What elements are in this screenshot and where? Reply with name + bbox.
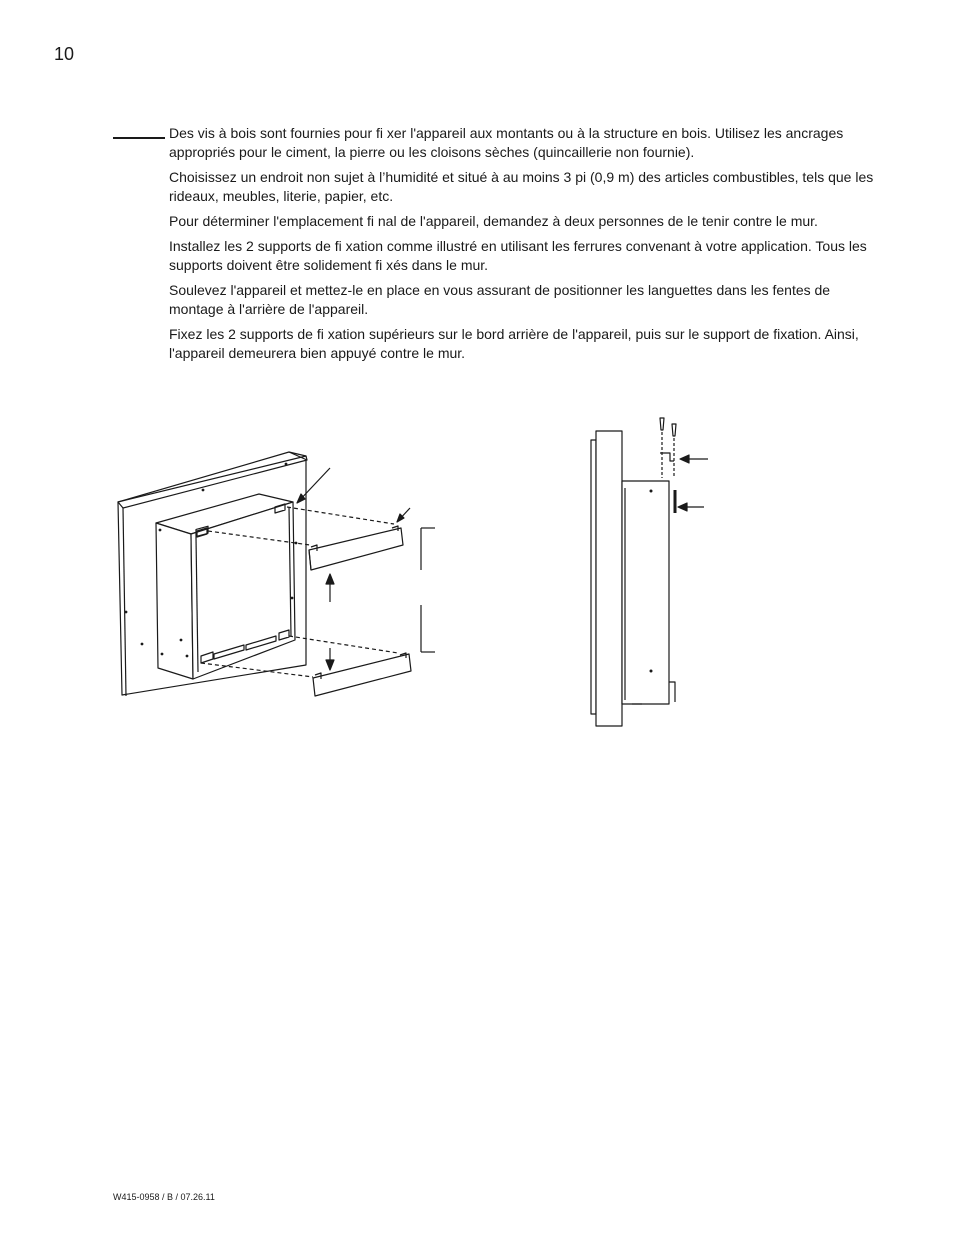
instruction-paragraph-2: Choisissez un endroit non sujet à l’humidité et situé à au moins 3 pi (0,9 m) des articles combustibles, tels que les rideaux, meubles, literie, papier, etc. xyxy=(169,169,874,204)
instruction-paragraph-4: Installez les 2 supports de fi xation comme illustré en utilisant les ferrures convenant à votre application. Tous les supports doivent être solidement fi xés dans le mur. xyxy=(169,238,867,273)
instruction-paragraph-1: Des vis à bois sont fournies pour fi xer l'appareil aux montants ou à la structure en bois. Utilisez les ancrages appropriés pour le ciment, la pierre ou les cloisons sèches (quincaillerie non fournie). xyxy=(169,125,844,160)
instructions-block xyxy=(169,124,881,369)
document-footer: W415-0958 / B / 07.26.11 xyxy=(113,1192,215,1202)
instruction-paragraph-5: Soulevez l'appareil et mettez-le en place en vous assurant de positionner les languettes dans les fentes de montage à l'arrière de l'appareil. xyxy=(169,282,831,317)
instruction-paragraph-3: Pour déterminer l'emplacement fi nal de l'appareil, demandez à deux personnes de le tenir contre le mur. xyxy=(169,213,818,229)
instruction-paragraph-6: Fixez les 2 supports de fi xation supérieurs sur le bord arrière de l'appareil, puis sur le support de fixation. Ainsi, l'appareil demeurera bien appuyé contre le mur. xyxy=(169,326,859,361)
section-rule xyxy=(113,137,165,139)
wall-mount-side-profile-icon xyxy=(585,410,715,730)
page-number: 10 xyxy=(54,44,75,64)
wall-mount-brackets-perspective-icon xyxy=(112,440,442,705)
